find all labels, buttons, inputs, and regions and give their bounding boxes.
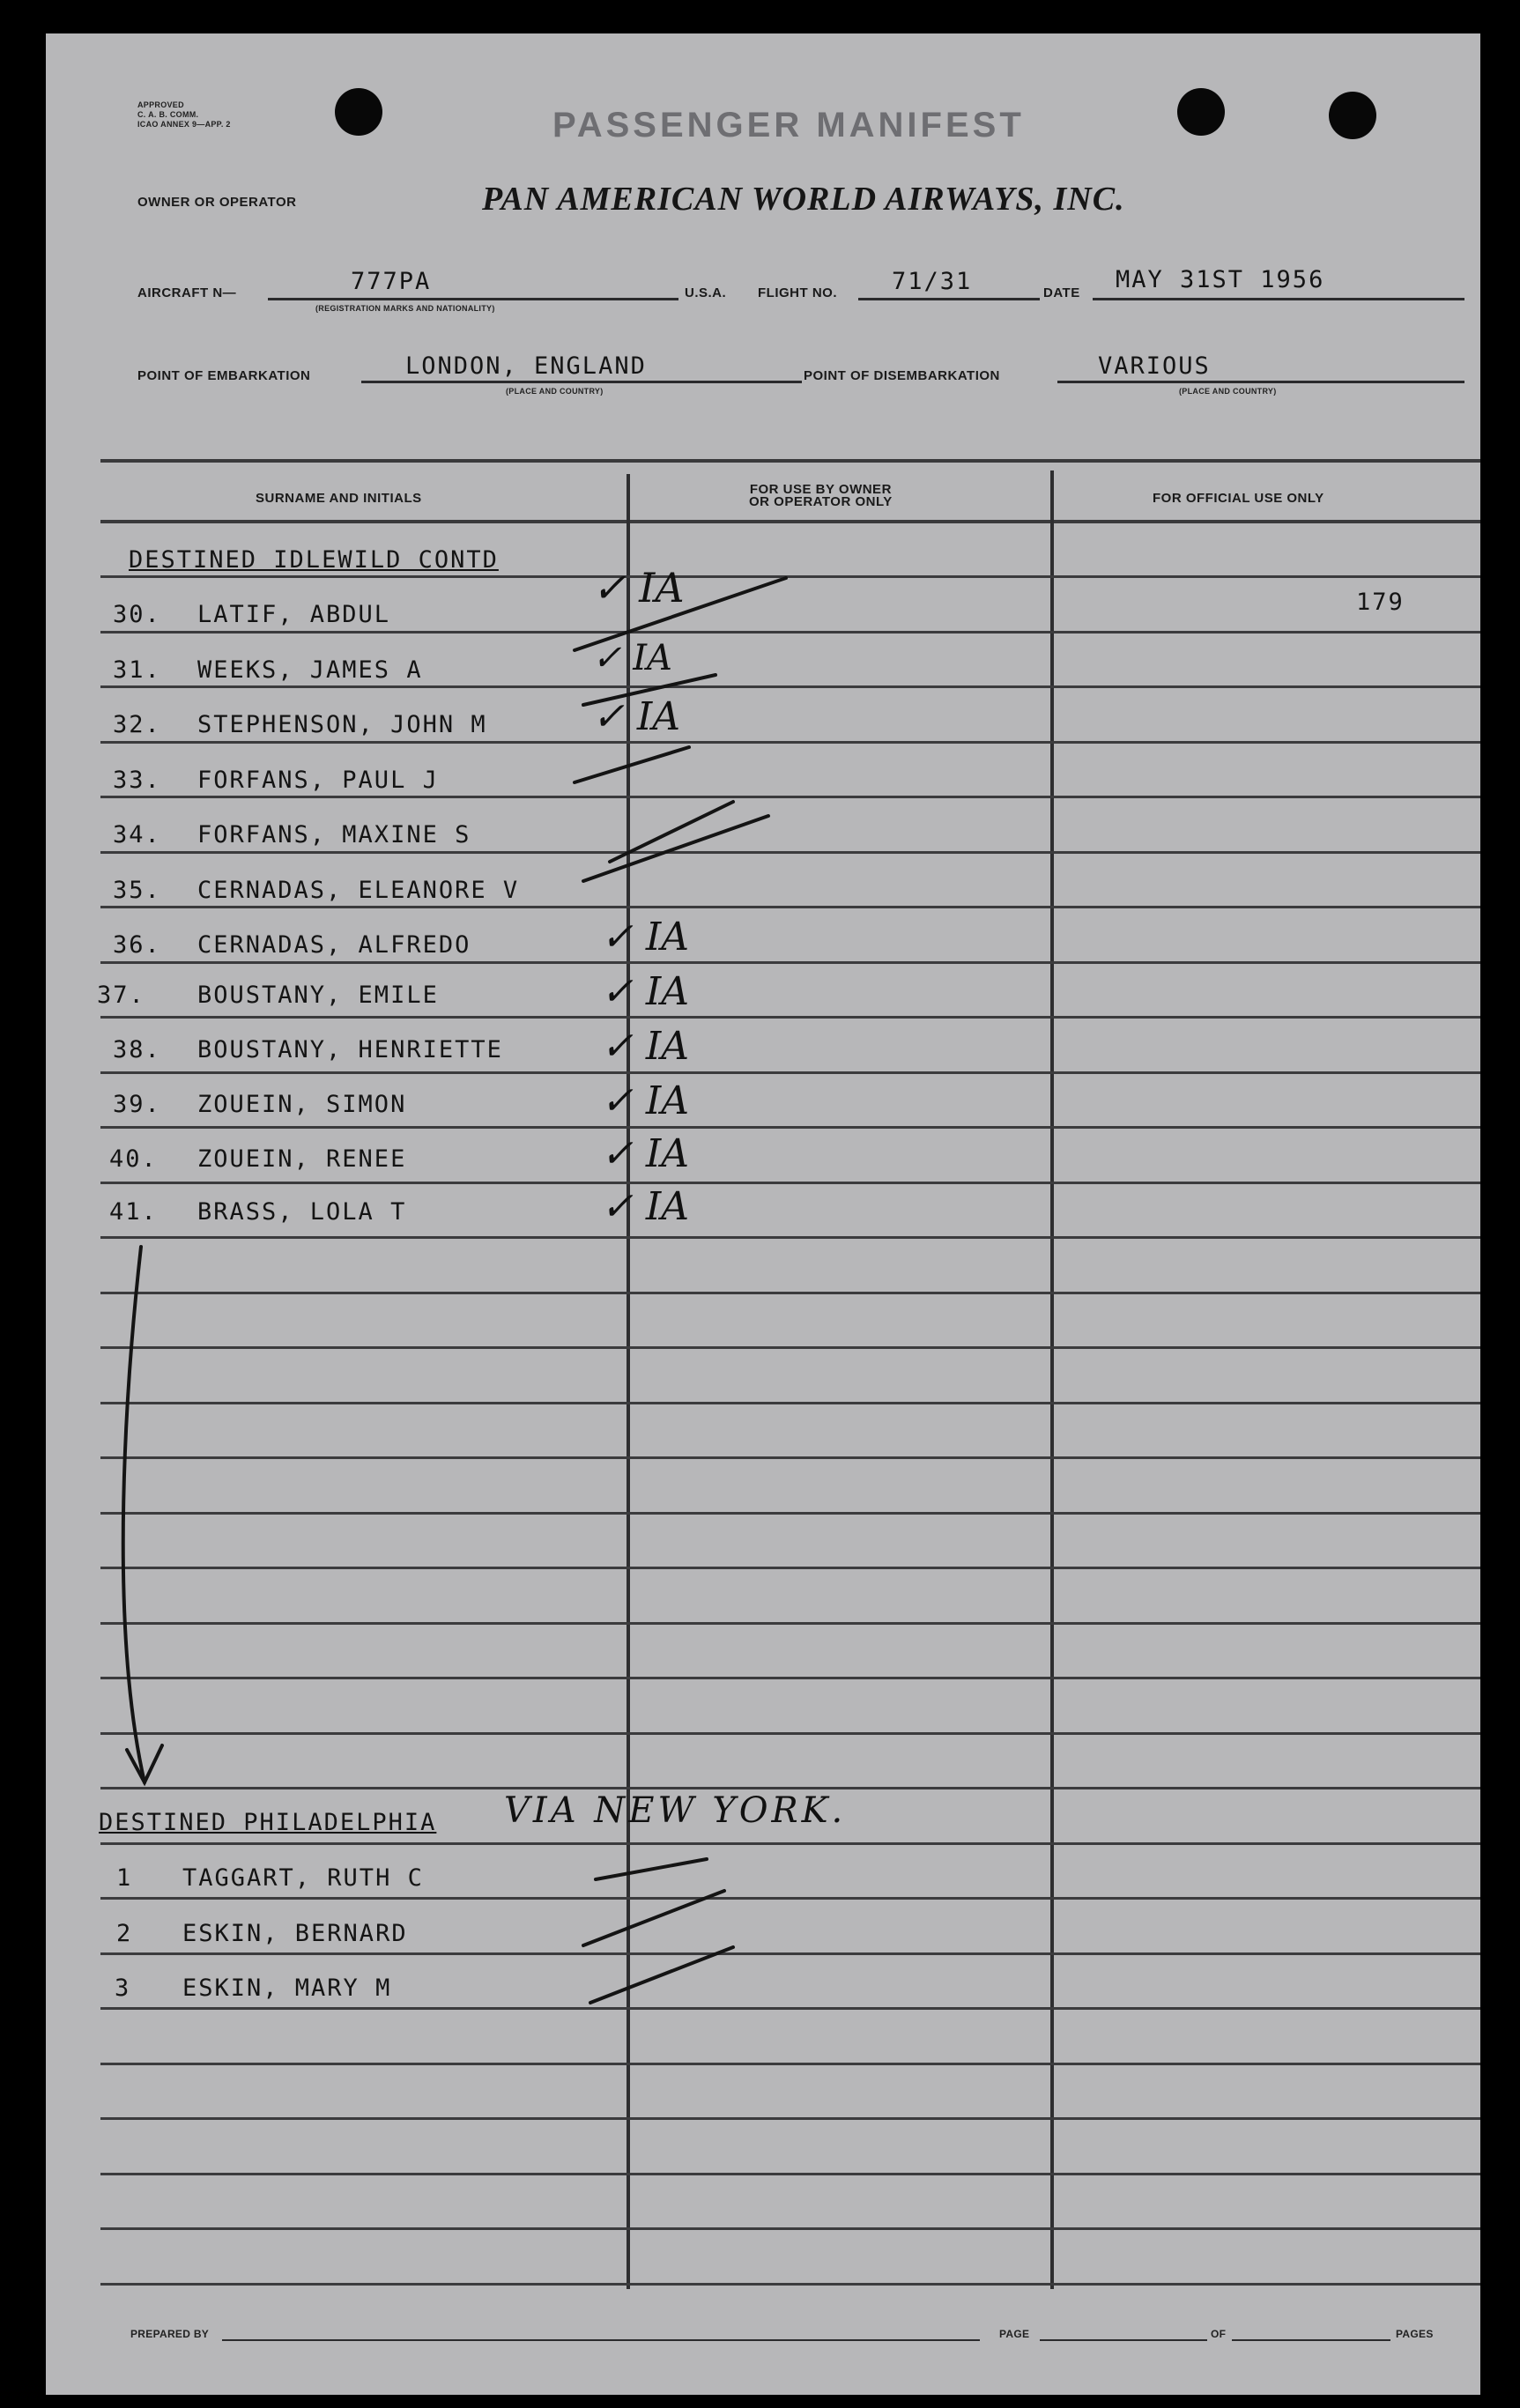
page-label: PAGE — [999, 2328, 1030, 2340]
passenger-number: 32. — [113, 711, 161, 738]
passenger-name: ESKIN, BERNARD — [182, 1920, 408, 1947]
embark-label: POINT OF EMBARKATION — [137, 368, 311, 383]
manifest-sheet — [46, 33, 1480, 2395]
passenger-name: CERNADAS, ALFREDO — [197, 931, 471, 959]
handwritten-mark: ✓ IA — [601, 1024, 690, 1069]
approval-line: ICAO ANNEX 9—APP. 2 — [137, 120, 231, 129]
passenger-number: 3 — [115, 1975, 131, 2002]
passenger-number: 2 — [116, 1920, 133, 1947]
column-header-surname: SURNAME AND INITIALS — [256, 491, 422, 506]
owner-value: PAN AMERICAN WORLD AIRWAYS, INC. — [482, 181, 1125, 218]
flight-value: 71/31 — [892, 268, 973, 295]
passenger-number: 30. — [113, 601, 161, 628]
prepared-by-underline — [222, 2339, 980, 2341]
form-title: PASSENGER MANIFEST — [552, 106, 1025, 144]
of-label: OF — [1211, 2328, 1227, 2340]
passenger-name: FORFANS, PAUL J — [197, 767, 439, 794]
slash-stroke — [590, 1947, 733, 2003]
passenger-number: 31. — [113, 656, 161, 684]
of-underline — [1232, 2339, 1390, 2341]
aircraft-caption: (REGISTRATION MARKS AND NATIONALITY) — [315, 304, 495, 313]
date-label: DATE — [1043, 285, 1080, 300]
passenger-number: 38. — [113, 1036, 161, 1063]
disembark-value: VARIOUS — [1098, 352, 1211, 380]
passenger-name: ZOUEIN, RENEE — [197, 1145, 407, 1173]
aircraft-label: AIRCRAFT N— — [137, 285, 237, 300]
usa-label: U.S.A. — [685, 285, 727, 300]
handwritten-mark: ✓ IA — [592, 694, 681, 739]
pages-label: PAGES — [1396, 2328, 1434, 2340]
passenger-number: 35. — [113, 877, 161, 904]
passenger-name: CERNADAS, ELEANORE V — [197, 877, 520, 904]
approval-line: APPROVED — [137, 100, 184, 109]
passenger-number: 34. — [113, 821, 161, 848]
handwritten-mark: ✓ IA — [601, 1131, 690, 1176]
handwritten-mark: ✓ IA — [592, 638, 672, 678]
prepared-by-label: PREPARED BY — [130, 2328, 210, 2340]
column-header-line: OR OPERATOR ONLY — [749, 494, 893, 509]
handwritten-mark: ✓ IA — [601, 915, 690, 959]
page-underline — [1040, 2339, 1207, 2341]
slash-stroke — [610, 802, 733, 862]
passenger-number: 37. — [97, 982, 145, 1009]
handwritten-mark: ✓ IA — [601, 1184, 690, 1229]
disembark-caption: (PLACE AND COUNTRY) — [1179, 387, 1277, 396]
slash-stroke — [583, 816, 768, 881]
approval-line: C. A. B. COMM. — [137, 110, 199, 119]
passenger-name: FORFANS, MAXINE S — [197, 821, 471, 848]
column-header-line: FOR USE BY OWNER — [749, 482, 892, 497]
passenger-number: 36. — [113, 931, 161, 959]
official-number: 179 — [1356, 589, 1405, 616]
slash-stroke — [583, 1891, 724, 1945]
embark-caption: (PLACE AND COUNTRY) — [506, 387, 604, 396]
arrow-shaft — [123, 1247, 145, 1782]
slash-stroke — [583, 675, 716, 705]
passenger-name: STEPHENSON, JOHN M — [197, 711, 487, 738]
passenger-name: WEEKS, JAMES A — [197, 656, 423, 684]
handwritten-mark: ✓ IA — [601, 969, 690, 1014]
aircraft-value: 777PA — [351, 268, 432, 295]
passenger-number: 33. — [113, 767, 161, 794]
owner-label: OWNER OR OPERATOR — [137, 195, 297, 210]
slash-stroke — [575, 578, 786, 650]
passenger-name: TAGGART, RUTH C — [182, 1864, 424, 1892]
passenger-name: BOUSTANY, EMILE — [197, 982, 439, 1009]
handwritten-mark: ✓ IA — [601, 1078, 690, 1123]
slash-stroke — [575, 747, 689, 782]
handwritten-mark: ✓ IA — [592, 564, 685, 611]
handwritten-note: VIA NEW YORK. — [504, 1790, 847, 1831]
column-header-official-use: FOR OFFICIAL USE ONLY — [1153, 491, 1324, 506]
slash-stroke — [596, 1859, 707, 1879]
passenger-name: LATIF, ABDUL — [197, 601, 391, 628]
embark-value: LONDON, ENGLAND — [405, 352, 647, 380]
passenger-name: ZOUEIN, SIMON — [197, 1091, 407, 1118]
passenger-name: BOUSTANY, HENRIETTE — [197, 1036, 503, 1063]
handwritten-strokes — [46, 33, 1480, 2395]
disembark-label: POINT OF DISEMBARKATION — [804, 368, 1000, 383]
section-heading: DESTINED PHILADELPHIA — [99, 1809, 437, 1836]
passenger-number: 41. — [109, 1198, 158, 1226]
section-heading: DESTINED IDLEWILD CONTD — [129, 546, 499, 574]
flight-label: FLIGHT NO. — [758, 285, 837, 300]
passenger-number: 40. — [109, 1145, 158, 1173]
passenger-number: 1 — [116, 1864, 133, 1892]
date-value: MAY 31ST 1956 — [1116, 266, 1325, 293]
passenger-name: BRASS, LOLA T — [197, 1198, 407, 1226]
passenger-name: ESKIN, MARY M — [182, 1975, 392, 2002]
passenger-number: 39. — [113, 1091, 161, 1118]
